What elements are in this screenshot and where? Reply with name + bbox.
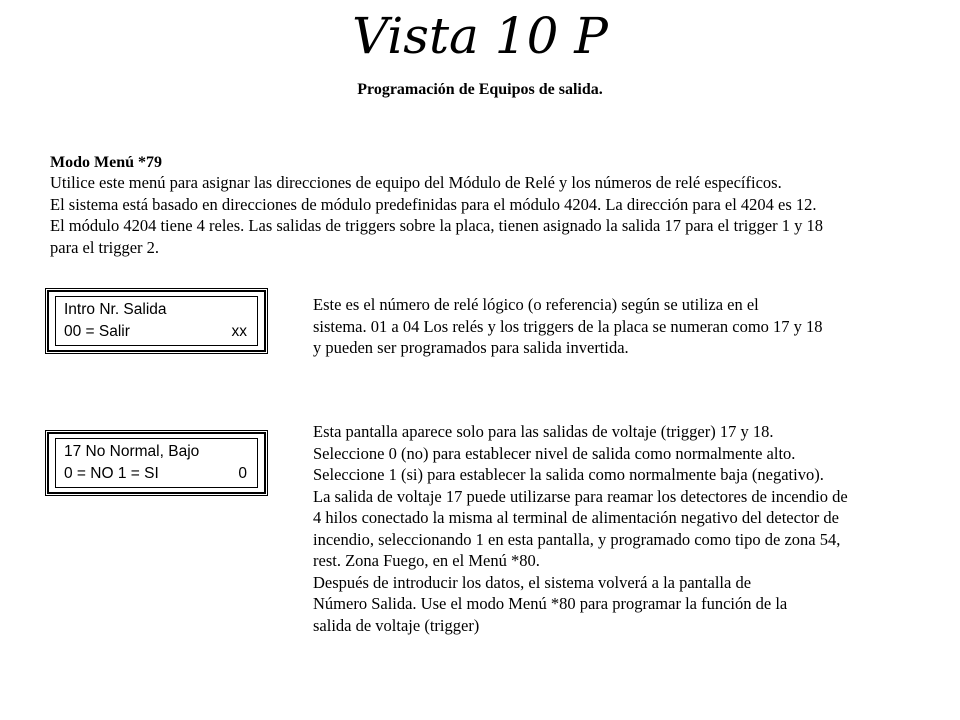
screen1-description bbox=[313, 294, 953, 359]
intro-line: para el trigger 2. bbox=[50, 237, 160, 257]
keypad-display-output-number bbox=[47, 290, 266, 352]
display-line-2-right: 0 bbox=[238, 465, 247, 482]
description-line: Este es el número de relé lógico (o referencia) según se utiliza en el bbox=[313, 295, 759, 314]
menu-heading: Modo Menú *79 bbox=[50, 154, 162, 171]
display-frame bbox=[55, 296, 258, 346]
display-line-2-left: 0 = NO 1 = SI bbox=[64, 465, 159, 482]
screen2-description bbox=[313, 421, 953, 636]
description-line: sistema. 01 a 04 Los relés y los triggers de la placa se numeran como 17 y 18 bbox=[313, 316, 823, 336]
display-line-2 bbox=[64, 323, 247, 341]
description-line: Después de introducir los datos, el sistema volverá a la pantalla de bbox=[313, 572, 752, 592]
description-line: 4 hilos conectado la misma al terminal de alimentación negativo del detector de bbox=[313, 508, 839, 527]
description-line: Número Salida. Use el modo Menú *80 para programar la función de la bbox=[313, 594, 788, 613]
display-frame bbox=[55, 438, 258, 488]
display-line-1: 17 No Normal, Bajo bbox=[64, 443, 200, 460]
description-line: y pueden ser programados para salida invertida. bbox=[313, 338, 629, 357]
display-line-2-right: xx bbox=[231, 323, 247, 340]
intro-line: El módulo 4204 tiene 4 reles. Las salidas de triggers sobre la placa, tienen asignado la salida 17 para el trigger 1 y 18 bbox=[50, 216, 823, 235]
intro-line: El sistema está basado en direcciones de módulo predefinidas para el módulo 4204. La dirección para el 4204 es 12. bbox=[50, 194, 817, 214]
description-line: rest. Zona Fuego, en el Menú *80. bbox=[313, 551, 540, 570]
description-line: Seleccione 0 (no) para establecer nivel de salida como normalmente alto. bbox=[313, 443, 796, 463]
keypad-display-normal-low bbox=[47, 432, 266, 494]
display-line-2-left: 00 = Salir bbox=[64, 323, 130, 340]
page-subtitle: Programación de Equipos de salida. bbox=[357, 81, 603, 98]
description-line: incendio, seleccionando 1 en esta pantalla, y programado como tipo de zona 54, bbox=[313, 529, 841, 549]
display-line-2 bbox=[64, 465, 247, 483]
description-line: La salida de voltaje 17 puede utilizarse para reamar los detectores de incendio de bbox=[313, 486, 848, 506]
menu-intro-text bbox=[50, 172, 950, 258]
intro-line: Utilice este menú para asignar las direcciones de equipo del Módulo de Relé y los números de relé específicos. bbox=[50, 173, 782, 192]
display-line-1: Intro Nr. Salida bbox=[64, 301, 167, 318]
page-title: Vista 10 P bbox=[352, 7, 608, 65]
description-line: Esta pantalla aparece solo para las salidas de voltaje (trigger) 17 y 18. bbox=[313, 422, 774, 441]
description-line: salida de voltaje (trigger) bbox=[313, 615, 480, 635]
description-line: Seleccione 1 (si) para establecer la salida como normalmente baja (negativo). bbox=[313, 465, 824, 484]
